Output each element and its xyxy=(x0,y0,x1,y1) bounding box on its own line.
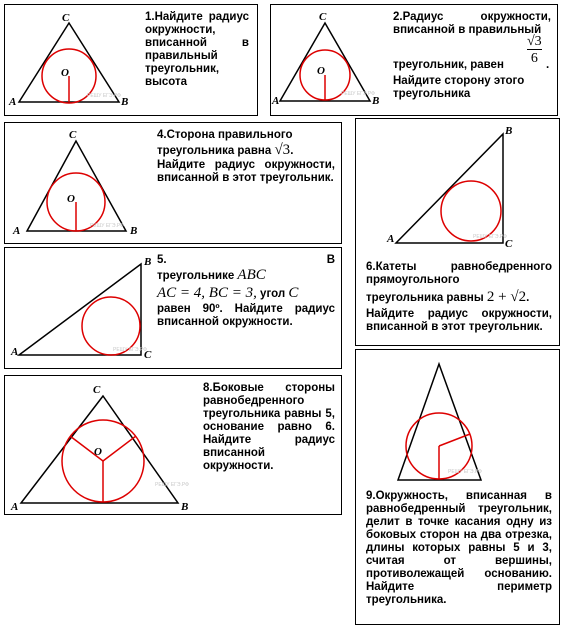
problem-2-line-1: 2.Радиус окружности, вписанной в правильный xyxy=(393,11,551,36)
watermark: РЕШУ ЕГЭ.РФ xyxy=(113,347,147,353)
watermark: РЕШУ ЕГЭ.РФ xyxy=(341,91,375,97)
problem-8-card xyxy=(4,375,342,515)
watermark: РЕШУ ЕГЭ.РФ xyxy=(90,223,124,229)
problem-9-text: 9.Окружность, вписанная в равнобедренный треугольник, делит в точке касания одну из боковых сторон на два отрезка, длины которых равны 5 и 3, считая от вершины, противолежащей основанию. Найдите периметр треугольника. xyxy=(366,490,552,606)
problem-4-period: . xyxy=(290,145,294,157)
vertex-a-label: A xyxy=(272,95,280,107)
vertex-b-label: B xyxy=(181,501,189,513)
vertex-a-label: A xyxy=(387,233,395,245)
vertex-a-label: A xyxy=(9,96,17,108)
center-o-label: O xyxy=(94,446,102,458)
problem-5-number: 5. xyxy=(157,254,167,266)
problem-5-sides: AC = 4, BC = 3, xyxy=(157,285,257,301)
vertex-a-label: A xyxy=(13,225,21,237)
problem-5-angle-word: угол xyxy=(260,288,286,300)
problem-9-card xyxy=(355,349,560,625)
fraction-denominator: 6 xyxy=(527,49,542,66)
vertex-b-label: B xyxy=(130,225,138,237)
vertex-c-label: C xyxy=(144,349,152,361)
problem-5-triangle: ABC xyxy=(237,267,266,283)
vertex-c-label: C xyxy=(93,384,101,396)
vertex-c-label: C xyxy=(69,129,77,141)
vertex-b-label: B xyxy=(144,256,152,268)
center-o-label: O xyxy=(61,67,69,79)
problem-6-line-2: треугольника равны xyxy=(366,292,484,304)
problem-6-card xyxy=(355,118,560,346)
vertex-a-label: A xyxy=(11,501,19,513)
problem-5-angle-var: C xyxy=(288,285,299,301)
center-o-label: O xyxy=(67,193,75,205)
vertex-c-label: C xyxy=(62,12,70,24)
problem-2-line-2: треугольник, равен xyxy=(393,59,504,71)
problem-8-text: 8.Боковые стороны равнобедренного треугольника равны 5, основание равно 6. Найдите радиус вписанной окружности. xyxy=(203,382,335,472)
problem-4-sqrt: √3 xyxy=(274,142,291,158)
problem-2-card xyxy=(270,4,558,116)
problem-6-period: . xyxy=(526,292,530,304)
problem-4-line-2: треугольника равна xyxy=(157,145,272,157)
watermark: РЕШУ ЕГЭ.РФ xyxy=(473,234,507,240)
watermark: РЕШУ ЕГЭ.РФ xyxy=(87,93,121,99)
problem-5-card xyxy=(4,247,342,369)
vertex-a-label: A xyxy=(11,346,19,358)
vertex-c-label: C xyxy=(319,11,327,23)
problem-4-line-3: Найдите радиус окружности, вписанной в этот треугольник. xyxy=(157,159,335,184)
problem-6-value: 2 + √2 xyxy=(486,289,527,305)
vertex-b-label: B xyxy=(121,96,129,108)
problem-6-line-1: 6.Катеты равнобедренного прямоугольного xyxy=(366,261,552,286)
problem-2-period: . xyxy=(546,59,550,71)
center-o-label: O xyxy=(317,65,325,77)
problem-5-tail: равен 90º. Найдите радиус вписанной окружности. xyxy=(157,303,335,328)
problem-5-in-word: В xyxy=(326,254,335,266)
watermark: РЕШУ ЕГЭ.РФ xyxy=(155,482,189,488)
problem-5-line-2: треугольнике xyxy=(157,270,235,282)
problem-2-fraction xyxy=(527,35,542,66)
problem-1-card xyxy=(4,4,258,116)
watermark: РЕШУ ЕГЭ.РФ xyxy=(448,469,482,475)
problem-4-card xyxy=(4,122,342,244)
fraction-numerator: √3 xyxy=(527,34,542,49)
problem-1-text: 1.Найдите радиус окружности, вписанной в правильный треугольник, высота xyxy=(145,11,249,88)
vertex-b-label: B xyxy=(372,95,380,107)
problem-2-line-3: Найдите сторону этого треугольника xyxy=(393,75,525,100)
problem-4-line-1: 4.Сторона правильного xyxy=(157,129,293,141)
vertex-b-label: B xyxy=(505,125,513,137)
problem-6-tail: Найдите радиус окружности, вписанной в этот треугольник. xyxy=(366,308,552,333)
vertex-c-label: C xyxy=(505,238,513,250)
